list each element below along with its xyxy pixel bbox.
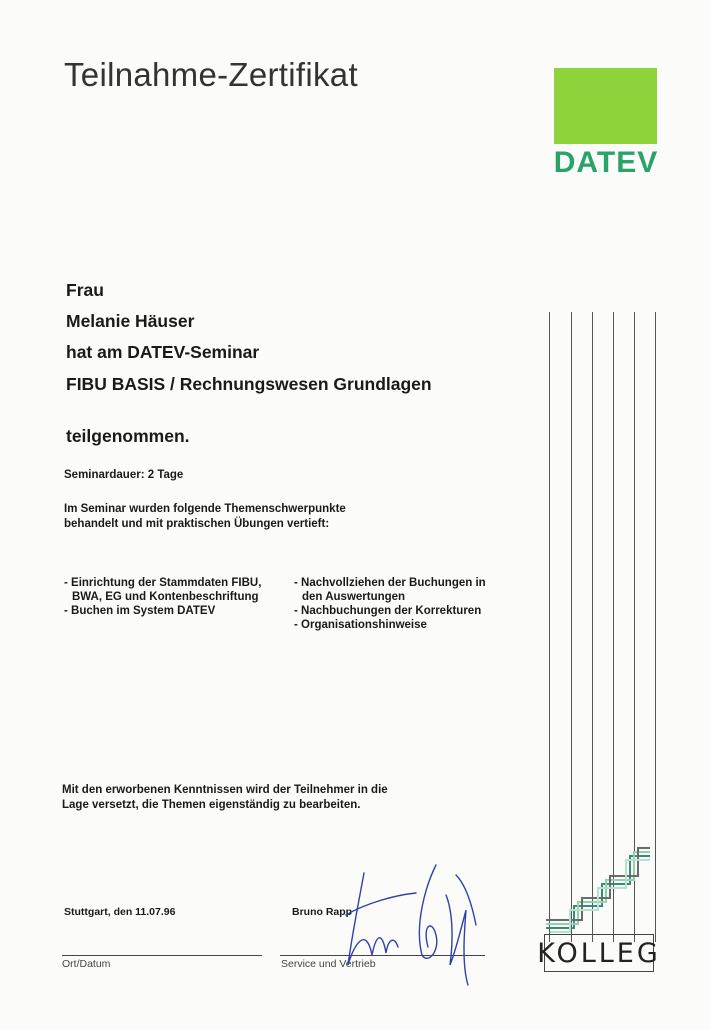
handwritten-signature: [336, 855, 486, 995]
topics-right-list: [294, 576, 486, 632]
seminar-duration: Seminardauer: 2 Tage: [64, 469, 184, 481]
closing-line: Mit den erworbenen Kenntnissen wird der Teilnehmer in die: [62, 784, 388, 796]
kolleg-logo: [537, 934, 661, 972]
certificate-title: Teilnahme-Zertifikat: [64, 56, 358, 93]
seminar-intro: hat am DATEV-Seminar: [66, 342, 260, 362]
closing-statement: [62, 783, 388, 813]
topics-intro-line: behandelt und mit praktischen Übungen vertieft:: [64, 518, 330, 530]
list-item: - Nachvollziehen der Buchungen in: [294, 577, 486, 589]
participated-text: teilgenommen.: [66, 426, 190, 446]
seminar-name: FIBU BASIS / Rechnungswesen Grundlagen: [66, 374, 432, 394]
signer-name: Bruno Rapp: [292, 906, 353, 918]
list-item: - Buchen im System DATEV: [64, 605, 216, 617]
salutation: Frau: [66, 280, 104, 300]
topics-left-list: [64, 576, 261, 618]
staircase-graphic: [544, 846, 656, 936]
list-item: BWA, EG und Kontenbeschriftung: [72, 591, 259, 603]
place-date-label: Ort/Datum: [62, 958, 111, 970]
list-item: den Auswertungen: [302, 591, 406, 603]
topics-intro: [64, 502, 346, 532]
datev-logo-square: [554, 68, 657, 144]
list-item: - Einrichtung der Stammdaten FIBU,: [64, 577, 262, 589]
closing-line: Lage versetzt, die Themen eigenständig zu bearbeiten.: [62, 799, 361, 811]
signer-label: Service und Vertrieb: [281, 958, 376, 970]
topics-intro-line: Im Seminar wurden folgende Themenschwerpunkte: [64, 503, 346, 515]
list-item: - Nachbuchungen der Korrekturen: [294, 605, 482, 617]
date-line: [62, 955, 262, 956]
list-item: - Organisationshinweise: [294, 619, 427, 631]
kolleg-logo-text: KOLLEG: [537, 937, 661, 969]
datev-logo-text: DATEV: [553, 146, 659, 179]
recipient-name: Melanie Häuser: [66, 311, 195, 331]
place-date: Stuttgart, den 11.07.96: [64, 906, 176, 918]
